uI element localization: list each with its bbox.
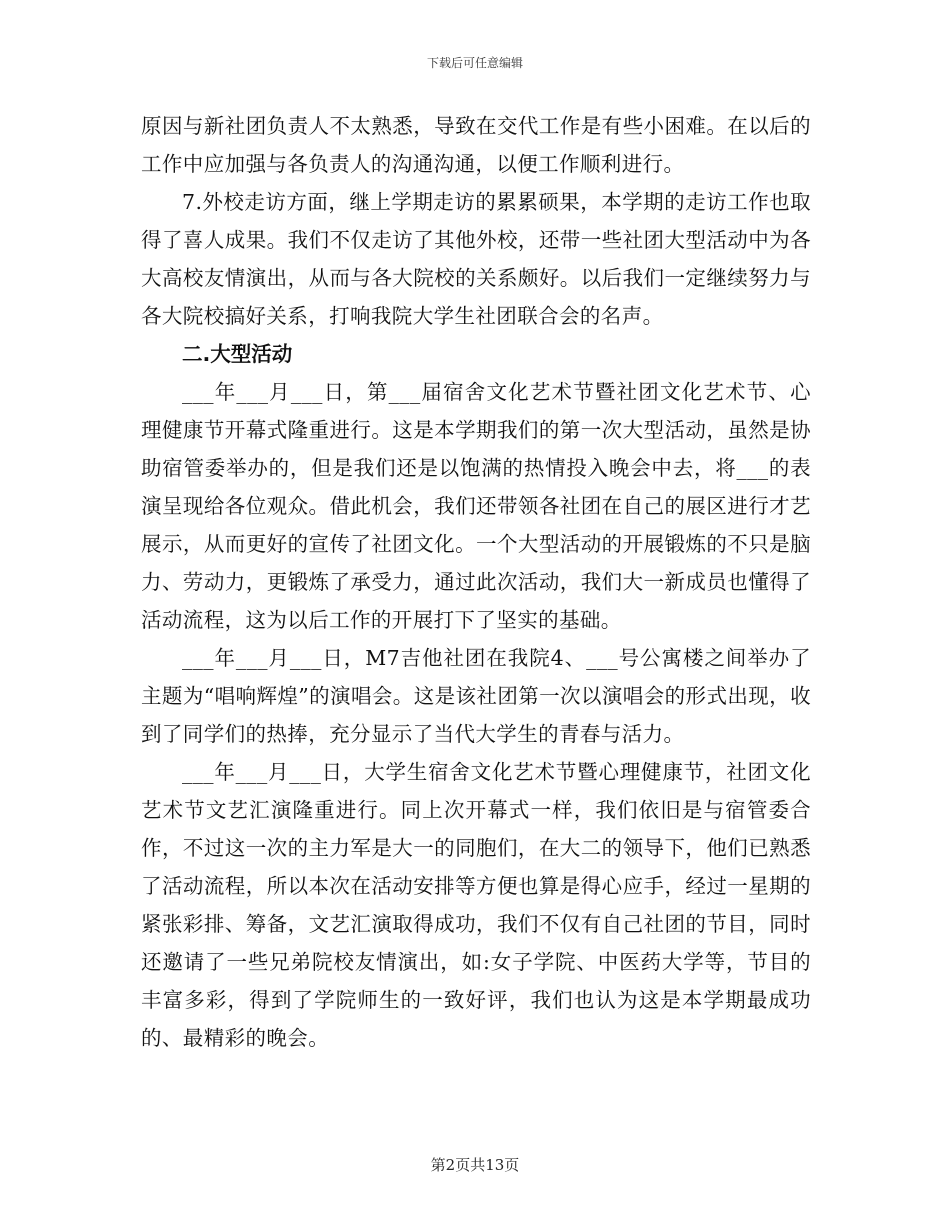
paragraph-continuation: 原因与新社团负责人不太熟悉，导致在交代工作是有些小困难。在以后的工作中应加强与各负责人的沟通沟通，以便工作顺利进行。: [141, 114, 811, 176]
paragraph-guitar-concert: ___年___月___日，M7吉他社团在我院4、___号公寓楼之间举办了主题为“唱响辉煌”的演唱会。这是该社团第一次以演唱会的形式出现，收到了同学们的热捧，充分显示了当代大学生的青春与活力。: [141, 646, 811, 746]
paragraph-art-performance: ___年___月___日，大学生宿舍文化艺术节暨心理健康节，社团文化艺术节文艺汇演隆重进行。同上次开幕式一样，我们依旧是与宿管委合作，不过这一次的主力军是大一的同胞们，在大二的领导下，他们已熟悉了活动流程，所以本次在活动安排等方便也算是得心应手，经过一星期的紧张彩排、筹备，文艺汇演取得成功，我们不仅有自己社团的节目，同时还邀请了一些兄弟院校友情演出，如:女子学院、中医药大学等，节目的丰富多彩，得到了学院师生的一致好评，我们也认为这是本学期最成功的、最精彩的晚会。: [141, 760, 811, 1050]
page-header: 下载后可任意编辑: [426, 56, 523, 70]
section-heading-large-events: 二.大型活动: [182, 342, 293, 366]
document-body: [141, 107, 811, 1057]
paragraph-external-visits: 7.外校走访方面，继上学期走访的累累硕果，本学期的走访工作也取得了喜人成果。我们不仅走访了其他外校，还带一些社团大型活动中为各大高校友情演出，从而与各大院校的关系颇好。以后我们一定继续努力与各大院校搞好关系，打响我院大学生社团联合会的名声。: [141, 190, 811, 328]
paragraph-opening-ceremony: ___年___月___日，第___届宿舍文化艺术节暨社团文化艺术节、心理健康节开幕式隆重进行。这是本学期我们的第一次大型活动，虽然是协助宿管委举办的，但是我们还是以饱满的热情投入晚会中去，将___的表演呈现给各位观众。借此机会，我们还带领各社团在自己的展区进行才艺展示，从而更好的宣传了社团文化。一个大型活动的开展锻炼的不只是脑力、劳动力，更锻炼了承受力，通过此次活动，我们大一新成员也懂得了活动流程，这为以后工作的开展打下了坚实的基础。: [141, 380, 811, 632]
page-footer: 第2页共13页: [430, 1156, 520, 1174]
